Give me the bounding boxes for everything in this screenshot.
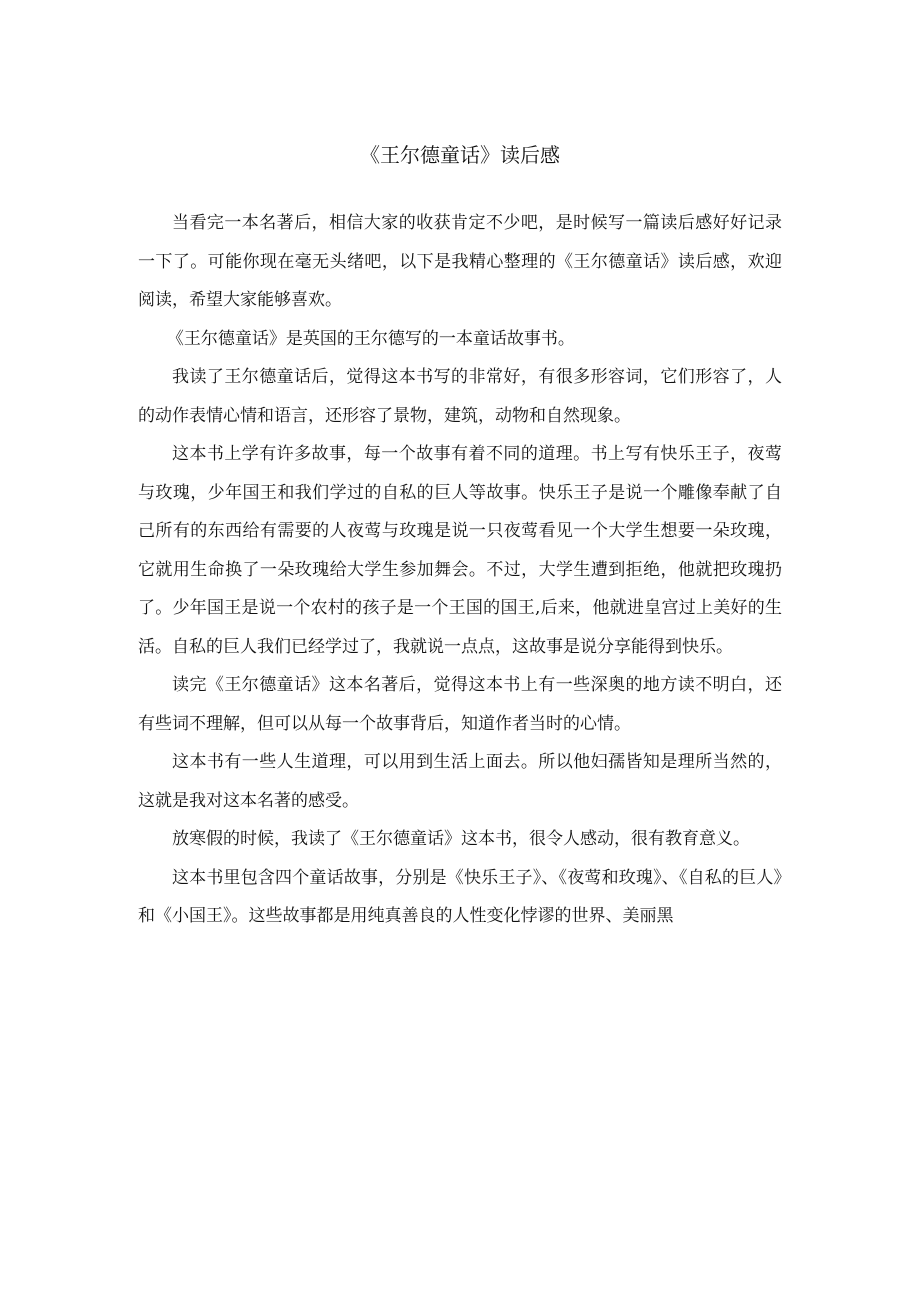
- paragraph-four-tales: 这本书里包含四个童话故事，分别是《快乐王子》、《夜莺和玫瑰》、《自私的巨人》和《小国王》。这些故事都是用纯真善良的人性变化悖谬的世界、美丽黑: [138, 867, 782, 926]
- paragraph-life-lessons: 这本书有一些人生道理，可以用到生活上面去。所以他妇孺皆知是理所当然的，这就是我对这本名著的感受。: [138, 752, 782, 811]
- document-title: 《王尔德童话》读后感: [360, 143, 560, 167]
- paragraph-winter-break: 放寒假的时候，我读了《王尔德童话》这本书，很令人感动，很有教育意义。: [172, 829, 750, 849]
- paragraph-book-info: 《王尔德童话》是英国的王尔德写的一本童话故事书。: [166, 328, 575, 349]
- paragraph-impression: 我读了王尔德童话后，觉得这本书写的非常好，有很多形容词，它们形容了，人的动作表情心情和语言，还形容了景物，建筑，动物和自然现象。: [138, 367, 782, 426]
- paragraph-difficulty: 读完《王尔德童话》这本名著后，觉得这本书上有一些深奥的地方读不明白，还有些词不理解，但可以从每一个故事背后，知道作者当时的心情。: [138, 675, 782, 734]
- document-body: [138, 204, 782, 936]
- paragraph-stories: 这本书上学有许多故事，每一个故事有着不同的道理。书上写有快乐王子，夜莺与玫瑰，少年国王和我们学过的自私的巨人等故事。快乐王子是说一个雕像奉献了自己所有的东西给有需要的人夜莺与玫瑰是说一只夜莺看见一个大学生想要一朵玫瑰，它就用生命换了一朵玫瑰给大学生参加舞会。不过，大学生遭到拒绝，他就把玫瑰扔了。少年国王是说一个农村的孩子是一个王国的国王,后来，他就进皇宫过上美好的生活。自私的巨人我们已经学过了，我就说一点点，这故事是说分享能得到快乐。: [138, 444, 782, 657]
- paragraph-intro: 当看完一本名著后，相信大家的收获肯定不少吧，是时候写一篇读后感好好记录一下了。可能你现在毫无头绪吧，以下是我精心整理的《王尔德童话》读后感，欢迎阅读，希望大家能够喜欢。: [138, 213, 782, 310]
